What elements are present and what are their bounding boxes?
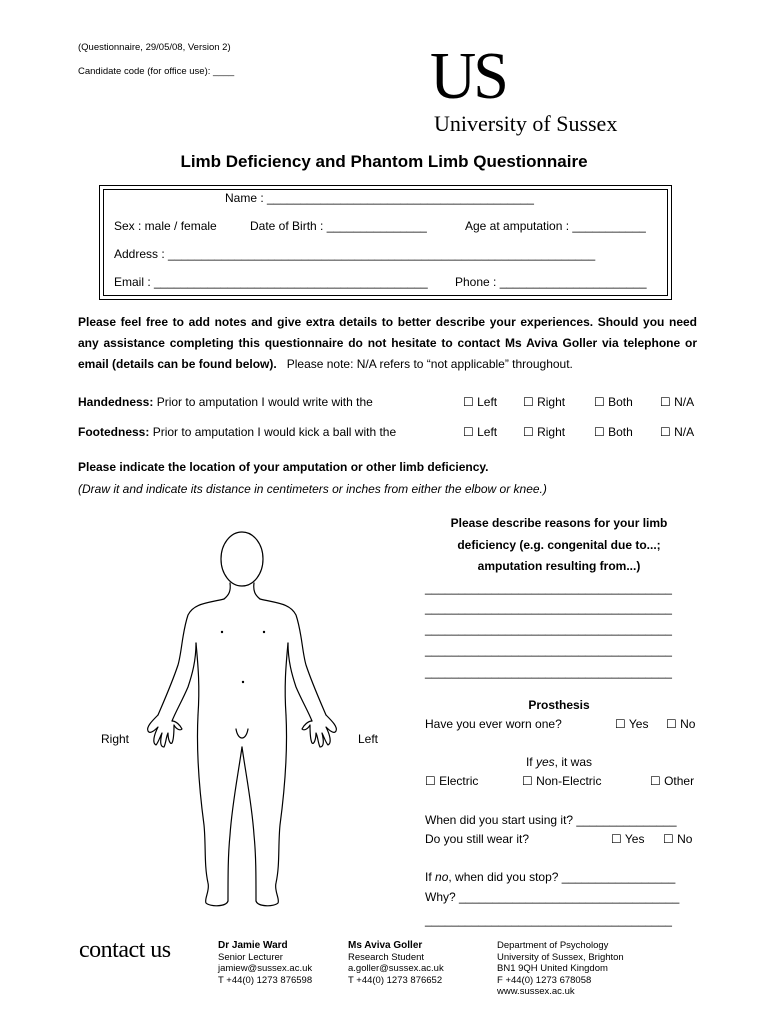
contact1-phone: T +44(0) 1273 876598 [218,974,313,986]
dept-website-link[interactable]: www.sussex.ac.uk [497,986,575,997]
reasons-line-4[interactable]: _____________________________________ [425,643,672,657]
prosthesis-other-checkbox[interactable]: ☐ Other [650,774,695,788]
figure-left-label: Left [358,732,379,746]
prosthesis-heading: Prosthesis [528,698,590,712]
handedness-question [78,395,373,409]
candidate-code: Candidate code (for office use): ____ [78,66,235,77]
footedness-left-checkbox[interactable]: ☐ Left [463,425,498,439]
handedness-right-checkbox[interactable]: ☐ Right [523,395,566,409]
dob-field[interactable]: Date of Birth : _______________ [250,219,427,233]
body-outline-diagram[interactable] [100,515,400,915]
handedness-label: Handedness: [78,395,154,409]
university-logo-mark: US [430,38,506,113]
contact1-email-link[interactable]: jamiew@sussex.ac.uk [218,963,313,974]
dept-fax: F +44(0) 1273 678058 [497,974,592,986]
phone-field[interactable]: Phone : ______________________ [455,275,647,289]
dept-name: Department of Psychology [497,940,609,951]
contact2-email-link[interactable]: a.goller@sussex.ac.uk [348,963,444,974]
footedness-right-checkbox[interactable]: ☐ Right [523,425,566,439]
footedness-text: Prior to amputation I would kick a ball with the [152,425,397,439]
contact2-name: Ms Aviva Goller [348,940,423,951]
dept-postcode: BN1 9QH United Kingdom [497,963,608,974]
prosthesis-start-field[interactable]: When did you start using it? _______________ [425,813,677,827]
address-field[interactable]: Address : ________________________________________________________________ [114,247,596,261]
contact-aviva-goller [348,940,444,986]
prosthesis-electric-checkbox[interactable]: ☐ Electric [425,774,479,788]
department-address [497,940,624,998]
footedness-question [78,425,396,439]
sex-field[interactable]: Sex : male / female [114,219,217,233]
contact1-role: Senior Lecturer [218,951,283,963]
page-title: Limb Deficiency and Phantom Limb Questionnaire [180,152,588,171]
intro-paragraph [78,312,697,375]
prosthesis-why-field[interactable]: Why? _________________________________ [425,890,680,904]
dept-university: University of Sussex, Brighton [497,951,624,963]
figure-right-label: Right [101,732,130,746]
intro-note: Please note: N/A refers to “not applicable” throughout. [286,357,573,371]
reasons-line-2[interactable]: _____________________________________ [425,601,672,615]
contact1-name: Dr Jamie Ward [218,940,288,951]
prosthesis-worn-question: Have you ever worn one? [425,717,562,731]
footedness-na-checkbox[interactable]: ☐ N/A [660,425,695,439]
footedness-label: Footedness: [78,425,150,439]
contact-us-logo: contact us [79,937,171,963]
location-instruction: (Draw it and indicate its distance in centimeters or inches from either the elbow or knee.) [78,482,547,496]
prosthesis-stop-field[interactable]: If no, when did you stop? _________________ [425,870,676,884]
prosthesis-still-no-checkbox[interactable]: ☐ No [663,832,693,846]
contact-jamie-ward [218,940,312,986]
reasons-heading-1: Please describe reasons for your limb [450,516,668,530]
prosthesis-worn-no-checkbox[interactable]: ☐ No [666,717,696,731]
contact2-phone: T +44(0) 1273 876652 [348,974,443,986]
location-heading: Please indicate the location of your amputation or other limb deficiency. [78,460,489,474]
prosthesis-still-yes-checkbox[interactable]: ☐ Yes [611,832,645,846]
prosthesis-still-question: Do you still wear it? [425,832,530,846]
reasons-line-1[interactable]: _____________________________________ [425,581,672,595]
prosthesis-extra-line[interactable]: _____________________________________ [425,913,672,927]
university-name: University of Sussex [434,111,618,136]
intro-bold-text: Please feel free to add notes and give extra details to better describe your experiences. Should you need any assistance completing this questionnaire do not hesitate to contact Ms Aviva Goller via telephone or email (details can be found below). [78,315,697,371]
if-yes-label: If yes, it was [525,755,593,769]
handedness-left-checkbox[interactable]: ☐ Left [463,395,498,409]
prosthesis-non-electric-checkbox[interactable]: ☐ Non-Electric [522,774,602,788]
contact2-role: Research Student [348,951,425,963]
name-field[interactable]: Name : ________________________________________ [225,191,534,205]
reasons-heading-3: amputation resulting from...) [477,559,641,573]
reasons-heading-2: deficiency (e.g. congenital due to...; [457,538,661,552]
prosthesis-worn-yes-checkbox[interactable]: ☐ Yes [615,717,649,731]
footedness-both-checkbox[interactable]: ☐ Both [594,425,633,439]
age-amputation-field[interactable]: Age at amputation : ___________ [465,219,646,233]
email-field[interactable]: Email : _________________________________________ [114,275,428,289]
handedness-both-checkbox[interactable]: ☐ Both [594,395,633,409]
version-text: (Questionnaire, 29/05/08, Version 2) [78,42,231,53]
reasons-line-3[interactable]: _____________________________________ [425,622,672,636]
handedness-text: Prior to amputation I would write with the [156,395,373,409]
handedness-na-checkbox[interactable]: ☐ N/A [660,395,695,409]
reasons-line-5[interactable]: _____________________________________ [425,665,672,679]
